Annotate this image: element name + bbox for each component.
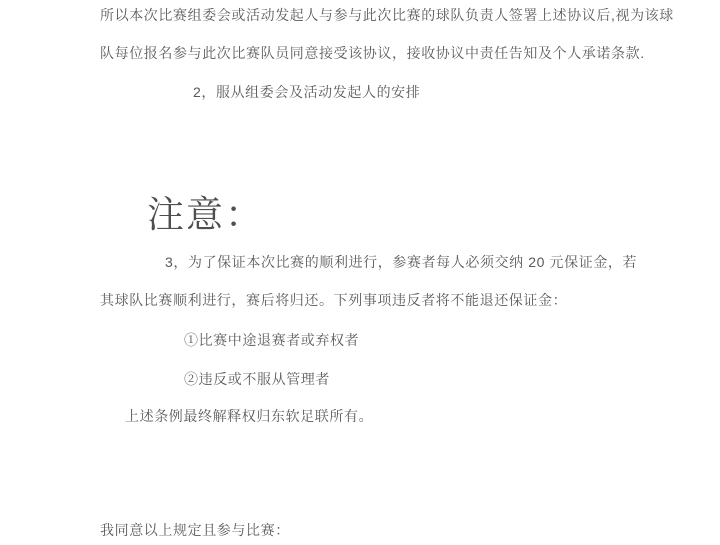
disclaimer-text: 上述条例最终解释权归东软足联所有。 [125,408,374,424]
deposit-rule-line-1: 3，为了保证本次比赛的顺利进行，参赛者每人必须交纳 20 元保证金，若 [165,254,638,270]
rule-item-2: 2，服从组委会及活动发起人的安排 [193,84,421,100]
agreement-statement: 我同意以上规定且参与比赛： [100,522,290,538]
intro-paragraph-line-2: 队每位报名参与此次比赛队员同意接受该协议，接收协议中责任告知及个人承诺条款. [100,45,645,61]
intro-paragraph-line-1: 所以本次比赛组委会或活动发起人与参与此次比赛的球队负责人签署上述协议后,视为该球 [100,7,674,23]
violation-item-1: ①比赛中途退赛者或弃权者 [184,332,360,348]
deposit-rule-line-2: 其球队比赛顺利进行，赛后将归还。下列事项违反者将不能退还保证金： [100,292,568,308]
notice-heading: 注意： [147,194,264,235]
violation-item-2: ②违反或不服从管理者 [184,371,330,387]
